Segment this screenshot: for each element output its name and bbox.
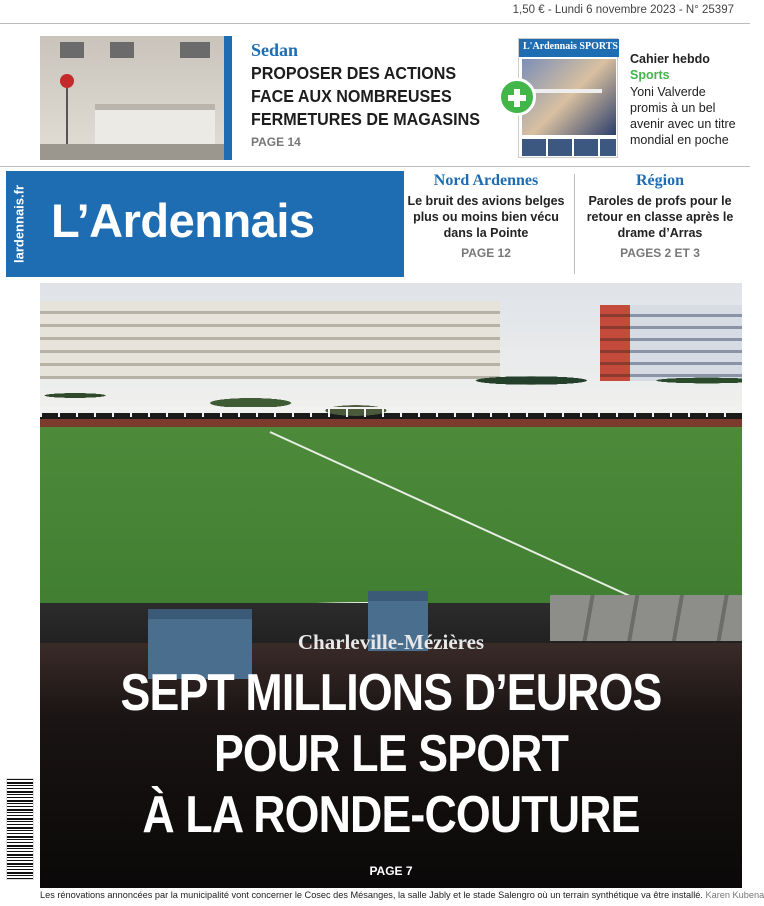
no-entry-sign <box>60 74 74 88</box>
promo-left-headline[interactable]: PROPOSER DES ACTIONS FACE AUX NOMBREUSES FERMETURES DE MAGASINS <box>251 63 480 129</box>
stadium-photo[interactable] <box>40 283 742 888</box>
newspaper-title: L’Ardennais <box>51 194 315 247</box>
promo-left-city[interactable]: Sedan <box>251 40 299 60</box>
issue-info: 1,50 € - Lundi 6 novembre 2023 - N° 25397 <box>512 4 734 16</box>
divider <box>0 166 750 167</box>
storefront-photo <box>40 36 232 160</box>
teaser-kicker: Région <box>636 172 684 189</box>
issue-info-bar <box>0 0 750 24</box>
fence <box>40 407 742 417</box>
teaser-text: Paroles de profs pour le retour en classe après le drame d’Arras <box>586 194 734 240</box>
promo-right-text[interactable]: Yoni Valverde promis à un bel avenir avec un titre mondial en poche <box>630 85 736 147</box>
magazine-masthead <box>519 39 619 57</box>
teaser-text: Le bruit des avions belges plus ou moins bien vécu dans la Pointe <box>407 194 565 240</box>
magazine-thumbnails <box>522 139 616 156</box>
teaser-kicker: Nord Ardennes <box>433 172 539 189</box>
photo-caption <box>40 890 764 900</box>
teaser-page: PAGES 2 ET 3 <box>620 246 700 260</box>
promo-left-page: PAGE 14 <box>251 135 301 149</box>
plus-icon <box>498 78 536 116</box>
shop-front <box>95 104 215 144</box>
barcode <box>6 778 34 880</box>
promo-right-kicker[interactable]: Cahier hebdo <box>630 52 710 66</box>
sign-pole <box>66 88 68 148</box>
teaser-nord-ardennes[interactable] <box>406 172 566 276</box>
main-headline[interactable] <box>89 663 693 846</box>
caption-text: Les rénovations annoncées par la municipalité vont concerner le Cosec des Mésanges, la salle Jably et le stade Salengro où un terrain synthétique va être installé. <box>40 890 703 900</box>
teaser-region[interactable] <box>578 172 742 276</box>
teaser-page: PAGE 12 <box>461 246 511 260</box>
headline-line: À LA RONDE-COUTURE <box>142 786 640 844</box>
ring-rope <box>532 89 602 93</box>
sidewalk <box>40 144 224 160</box>
window <box>180 42 210 58</box>
main-kicker: Charleville-Mézières <box>297 630 485 654</box>
window <box>110 42 134 58</box>
promo-right-section[interactable]: Sports <box>630 68 670 82</box>
headline-line: POUR LE SPORT <box>213 725 569 783</box>
boxing-photo <box>522 59 616 135</box>
masthead[interactable] <box>6 171 404 277</box>
headline-line: SEPT MILLIONS D’EUROS <box>120 664 662 722</box>
photo-credit: Karen Kubena <box>705 890 764 900</box>
main-page: PAGE 7 <box>369 864 413 878</box>
website: lardennais.fr <box>11 184 27 264</box>
website-label <box>8 171 30 277</box>
divider <box>574 174 575 274</box>
window <box>60 42 84 58</box>
magazine-name: L'Ardennais SPORTS <box>523 41 618 52</box>
